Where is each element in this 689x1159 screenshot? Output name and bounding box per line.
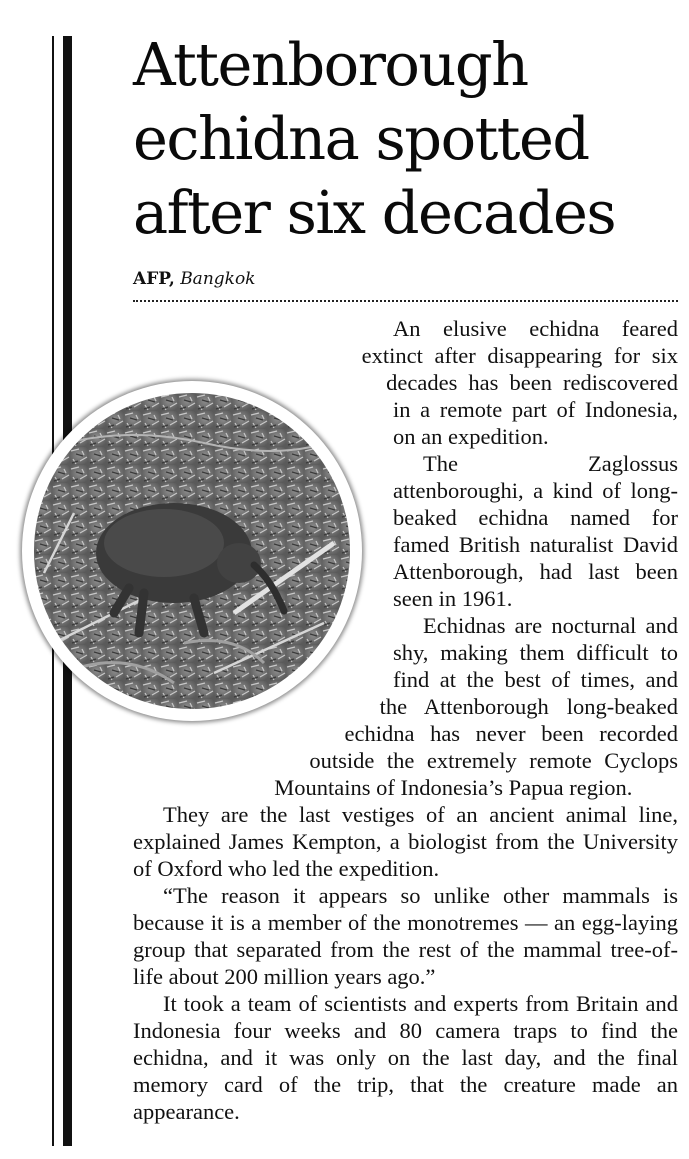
byline-agency: AFP,	[133, 269, 175, 289]
echidna-photo	[22, 381, 362, 721]
headline: Attenborough echidna spotted after six decades	[133, 30, 616, 247]
paragraph-4: They are the last vestiges of an ancient animal line, explained James Kempton, a biologist from the University of Oxford who led the expedition.	[133, 802, 678, 881]
byline	[133, 269, 255, 289]
byline-place: Bangkok	[180, 269, 256, 289]
paragraph-2: The Zaglossus attenboroughi, a kind of long-beaked echidna named for famed British naturalist David Attenborough, had last been seen in 1961.	[393, 451, 678, 611]
paragraph-5: “The reason it appears so unlike other mammals is because it is a member of the monotremes — an egg-laying group that separated from the rest of the mammal tree-of-life about 200 million years ago.”	[133, 883, 678, 989]
echidna-photo-image	[34, 393, 350, 709]
paragraph-1: An elusive echidna feared extinct after disappearing for six decades has been rediscovered in a remote part of Indonesia, on an expedition.	[361, 316, 678, 449]
paragraph-3: Echidnas are nocturnal and shy, making them difficult to find at the best of times, and the Attenborough long-beaked echidna has never been recorded outside the extremely remote Cyclops Mountains of Indonesia’s Papua region.	[274, 613, 678, 800]
paragraph-6: It took a team of scientists and experts from Britain and Indonesia four weeks and 80 camera traps to find the echidna, and it was only on the last day, and the final memory card of the trip, that the creature made an appearance.	[133, 991, 678, 1124]
byline-divider	[133, 300, 678, 302]
